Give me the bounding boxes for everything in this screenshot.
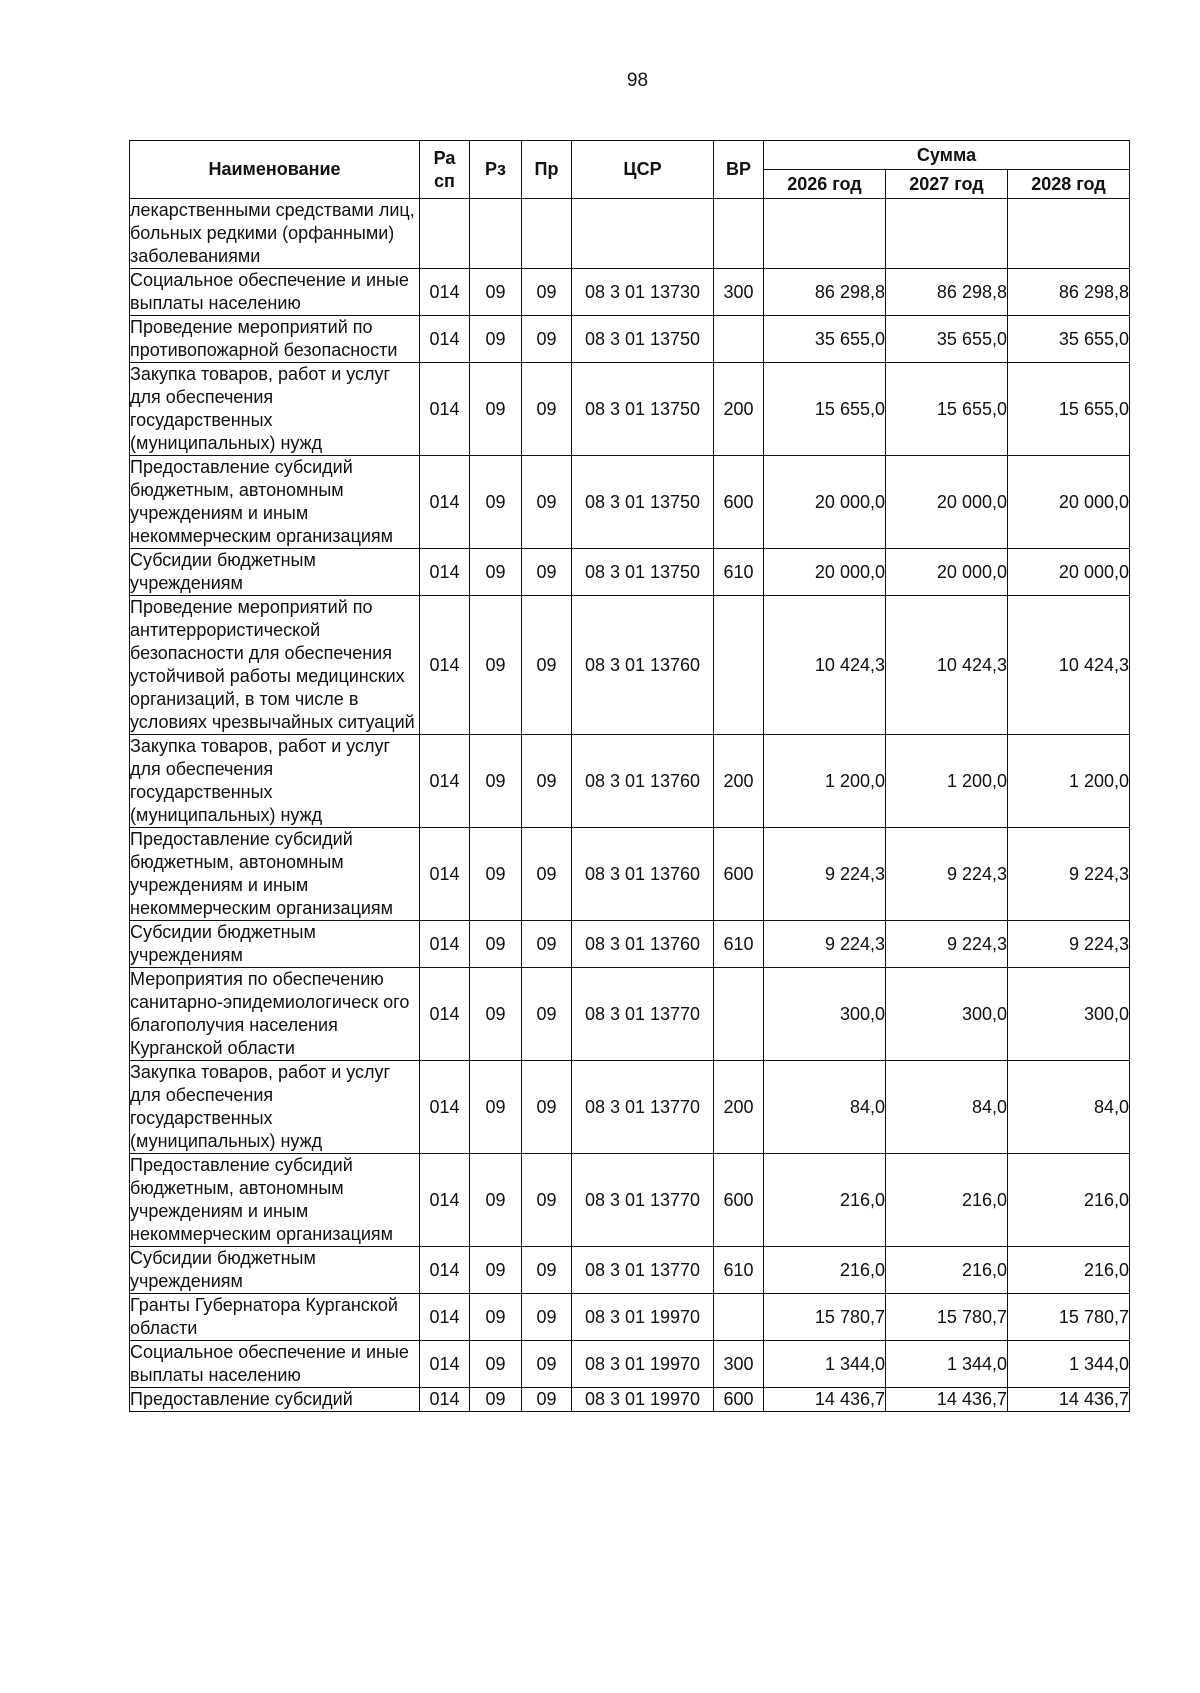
table-row [130, 828, 1130, 921]
cell-rz: 09 [470, 1061, 522, 1154]
cell-2028 [1008, 199, 1130, 269]
cell-rz: 09 [470, 1388, 522, 1412]
cell-rasp: 014 [420, 549, 470, 596]
cell-rz: 09 [470, 456, 522, 549]
cell-vr: 200 [714, 735, 764, 828]
cell-rasp: 014 [420, 828, 470, 921]
cell-2027: 300,0 [886, 968, 1008, 1061]
cell-csr: 08 3 01 13750 [572, 316, 714, 363]
cell-rasp [420, 199, 470, 269]
cell-2027: 84,0 [886, 1061, 1008, 1154]
table-row [130, 316, 1130, 363]
table-row [130, 968, 1130, 1061]
cell-rasp: 014 [420, 968, 470, 1061]
cell-2026: 15 780,7 [764, 1294, 886, 1341]
header-pr: Пр [522, 141, 572, 199]
table-row [130, 269, 1130, 316]
cell-rz: 09 [470, 269, 522, 316]
table-body [130, 199, 1130, 1412]
table-row [130, 1154, 1130, 1247]
cell-pr [522, 199, 572, 269]
cell-csr: 08 3 01 19970 [572, 1388, 714, 1412]
cell-2026: 15 655,0 [764, 363, 886, 456]
table-row [130, 1341, 1130, 1388]
cell-vr [714, 1294, 764, 1341]
cell-rz: 09 [470, 596, 522, 735]
cell-2028: 10 424,3 [1008, 596, 1130, 735]
cell-pr: 09 [522, 316, 572, 363]
cell-2027: 15 780,7 [886, 1294, 1008, 1341]
cell-vr: 200 [714, 1061, 764, 1154]
cell-2027: 10 424,3 [886, 596, 1008, 735]
cell-rasp: 014 [420, 596, 470, 735]
cell-2028: 35 655,0 [1008, 316, 1130, 363]
cell-rasp: 014 [420, 1061, 470, 1154]
cell-2026 [764, 199, 886, 269]
cell-name: лекарственными средствами лиц, больных редкими (орфанными) заболеваниями [130, 199, 420, 269]
cell-pr: 09 [522, 456, 572, 549]
header-2026: 2026 год [764, 170, 886, 199]
table-row [130, 921, 1130, 968]
cell-rz: 09 [470, 1154, 522, 1247]
cell-2027: 15 655,0 [886, 363, 1008, 456]
cell-vr [714, 316, 764, 363]
cell-2028: 9 224,3 [1008, 828, 1130, 921]
cell-rasp: 014 [420, 456, 470, 549]
cell-rasp: 014 [420, 363, 470, 456]
cell-2026: 216,0 [764, 1154, 886, 1247]
cell-name: Закупка товаров, работ и услуг для обеспечения государственных (муниципальных) нужд [130, 1061, 420, 1154]
cell-rz: 09 [470, 735, 522, 828]
cell-csr [572, 199, 714, 269]
cell-2026: 300,0 [764, 968, 886, 1061]
header-rasp-line2: сп [434, 170, 455, 191]
table-row [130, 456, 1130, 549]
cell-rasp: 014 [420, 1247, 470, 1294]
cell-vr: 300 [714, 269, 764, 316]
cell-name: Закупка товаров, работ и услуг для обеспечения государственных (муниципальных) нужд [130, 363, 420, 456]
cell-vr: 600 [714, 1154, 764, 1247]
cell-2026: 1 200,0 [764, 735, 886, 828]
cell-2028: 9 224,3 [1008, 921, 1130, 968]
cell-rz: 09 [470, 1294, 522, 1341]
cell-2027: 20 000,0 [886, 549, 1008, 596]
header-name: Наименование [130, 141, 420, 199]
cell-2027: 9 224,3 [886, 828, 1008, 921]
table-row [130, 735, 1130, 828]
cell-2028: 20 000,0 [1008, 456, 1130, 549]
cell-csr: 08 3 01 13750 [572, 549, 714, 596]
table-row [130, 199, 1130, 269]
cell-rz [470, 199, 522, 269]
table-header [130, 141, 1130, 199]
cell-name: Проведение мероприятий по противопожарной безопасности [130, 316, 420, 363]
cell-2028: 20 000,0 [1008, 549, 1130, 596]
cell-2027: 1 200,0 [886, 735, 1008, 828]
header-csr: ЦСР [572, 141, 714, 199]
cell-2026: 1 344,0 [764, 1341, 886, 1388]
header-2027: 2027 год [886, 170, 1008, 199]
cell-csr: 08 3 01 19970 [572, 1294, 714, 1341]
cell-2026: 35 655,0 [764, 316, 886, 363]
cell-2026: 9 224,3 [764, 921, 886, 968]
cell-pr: 09 [522, 1247, 572, 1294]
header-2028: 2028 год [1008, 170, 1130, 199]
cell-rz: 09 [470, 1341, 522, 1388]
cell-rz: 09 [470, 549, 522, 596]
cell-rasp: 014 [420, 1154, 470, 1247]
cell-vr [714, 968, 764, 1061]
header-rasp-line1: Ра [433, 147, 456, 168]
cell-2026: 84,0 [764, 1061, 886, 1154]
cell-pr: 09 [522, 1294, 572, 1341]
cell-vr: 600 [714, 456, 764, 549]
cell-pr: 09 [522, 968, 572, 1061]
cell-name: Предоставление субсидий бюджетным, автономным учреждениям и иным некоммерческим организациям [130, 1154, 420, 1247]
table-row [130, 1247, 1130, 1294]
cell-pr: 09 [522, 1061, 572, 1154]
cell-2026: 20 000,0 [764, 549, 886, 596]
cell-vr: 200 [714, 363, 764, 456]
cell-pr: 09 [522, 1388, 572, 1412]
cell-csr: 08 3 01 13770 [572, 968, 714, 1061]
cell-name: Проведение мероприятий по антитеррористической безопасности для обеспечения устойчивой работы медицинских организаций, в том числе в условиях чрезвычайных ситуаций [130, 596, 420, 735]
cell-pr: 09 [522, 269, 572, 316]
cell-2028: 86 298,8 [1008, 269, 1130, 316]
cell-rasp: 014 [420, 316, 470, 363]
cell-pr: 09 [522, 1341, 572, 1388]
table-row [130, 1294, 1130, 1341]
cell-vr [714, 199, 764, 269]
cell-2028: 216,0 [1008, 1247, 1130, 1294]
cell-2028: 216,0 [1008, 1154, 1130, 1247]
cell-rz: 09 [470, 921, 522, 968]
cell-2027: 20 000,0 [886, 456, 1008, 549]
cell-pr: 09 [522, 549, 572, 596]
cell-rasp: 014 [420, 1294, 470, 1341]
cell-pr: 09 [522, 596, 572, 735]
cell-rasp: 014 [420, 269, 470, 316]
cell-rasp: 014 [420, 1388, 470, 1412]
cell-2027: 35 655,0 [886, 316, 1008, 363]
cell-vr: 600 [714, 1388, 764, 1412]
table-row [130, 1388, 1130, 1412]
header-rz: Рз [470, 141, 522, 199]
cell-rz: 09 [470, 1247, 522, 1294]
cell-csr: 08 3 01 13730 [572, 269, 714, 316]
cell-csr: 08 3 01 13750 [572, 363, 714, 456]
cell-name: Предоставление субсидий бюджетным, автономным учреждениям и иным некоммерческим организациям [130, 828, 420, 921]
cell-rz: 09 [470, 316, 522, 363]
cell-2027: 14 436,7 [886, 1388, 1008, 1412]
table-row [130, 549, 1130, 596]
cell-name: Субсидии бюджетным учреждениям [130, 921, 420, 968]
table-row [130, 363, 1130, 456]
cell-pr: 09 [522, 1154, 572, 1247]
table-row [130, 1061, 1130, 1154]
header-rasp [420, 141, 470, 199]
cell-2027: 9 224,3 [886, 921, 1008, 968]
cell-rz: 09 [470, 968, 522, 1061]
cell-name: Социальное обеспечение и иные выплаты населению [130, 1341, 420, 1388]
cell-csr: 08 3 01 19970 [572, 1341, 714, 1388]
cell-vr: 610 [714, 1247, 764, 1294]
cell-rz: 09 [470, 828, 522, 921]
cell-name: Предоставление субсидий бюджетным, автономным учреждениям и иным некоммерческим организациям [130, 456, 420, 549]
cell-pr: 09 [522, 921, 572, 968]
cell-2026: 14 436,7 [764, 1388, 886, 1412]
cell-vr: 600 [714, 828, 764, 921]
cell-2027 [886, 199, 1008, 269]
cell-name: Субсидии бюджетным учреждениям [130, 1247, 420, 1294]
cell-pr: 09 [522, 828, 572, 921]
cell-name: Социальное обеспечение и иные выплаты населению [130, 269, 420, 316]
cell-name: Предоставление субсидий [130, 1388, 420, 1412]
cell-name: Субсидии бюджетным учреждениям [130, 549, 420, 596]
cell-2028: 1 200,0 [1008, 735, 1130, 828]
cell-vr [714, 596, 764, 735]
budget-table [129, 140, 1130, 1412]
cell-vr: 300 [714, 1341, 764, 1388]
cell-2028: 1 344,0 [1008, 1341, 1130, 1388]
cell-name: Мероприятия по обеспечению санитарно-эпидемиологическ ого благополучия населения Курганской области [130, 968, 420, 1061]
cell-csr: 08 3 01 13760 [572, 921, 714, 968]
cell-2027: 1 344,0 [886, 1341, 1008, 1388]
cell-csr: 08 3 01 13760 [572, 735, 714, 828]
cell-csr: 08 3 01 13760 [572, 828, 714, 921]
cell-2026: 9 224,3 [764, 828, 886, 921]
cell-name: Закупка товаров, работ и услуг для обеспечения государственных (муниципальных) нужд [130, 735, 420, 828]
cell-vr: 610 [714, 549, 764, 596]
cell-2027: 86 298,8 [886, 269, 1008, 316]
cell-pr: 09 [522, 735, 572, 828]
cell-2026: 216,0 [764, 1247, 886, 1294]
cell-2028: 300,0 [1008, 968, 1130, 1061]
cell-vr: 610 [714, 921, 764, 968]
cell-2028: 15 655,0 [1008, 363, 1130, 456]
cell-csr: 08 3 01 13770 [572, 1154, 714, 1247]
cell-2026: 10 424,3 [764, 596, 886, 735]
cell-csr: 08 3 01 13760 [572, 596, 714, 735]
cell-rz: 09 [470, 363, 522, 456]
cell-2028: 84,0 [1008, 1061, 1130, 1154]
cell-rasp: 014 [420, 735, 470, 828]
cell-csr: 08 3 01 13770 [572, 1061, 714, 1154]
header-vr: ВР [714, 141, 764, 199]
cell-2026: 20 000,0 [764, 456, 886, 549]
page-number: 98 [626, 70, 649, 91]
cell-rasp: 014 [420, 921, 470, 968]
cell-2026: 86 298,8 [764, 269, 886, 316]
header-sum: Сумма [764, 141, 1130, 170]
cell-2027: 216,0 [886, 1247, 1008, 1294]
table-row [130, 596, 1130, 735]
cell-rasp: 014 [420, 1341, 470, 1388]
cell-2028: 15 780,7 [1008, 1294, 1130, 1341]
cell-pr: 09 [522, 363, 572, 456]
cell-csr: 08 3 01 13770 [572, 1247, 714, 1294]
cell-2028: 14 436,7 [1008, 1388, 1130, 1412]
cell-name: Гранты Губернатора Курганской области [130, 1294, 420, 1341]
cell-csr: 08 3 01 13750 [572, 456, 714, 549]
cell-2027: 216,0 [886, 1154, 1008, 1247]
